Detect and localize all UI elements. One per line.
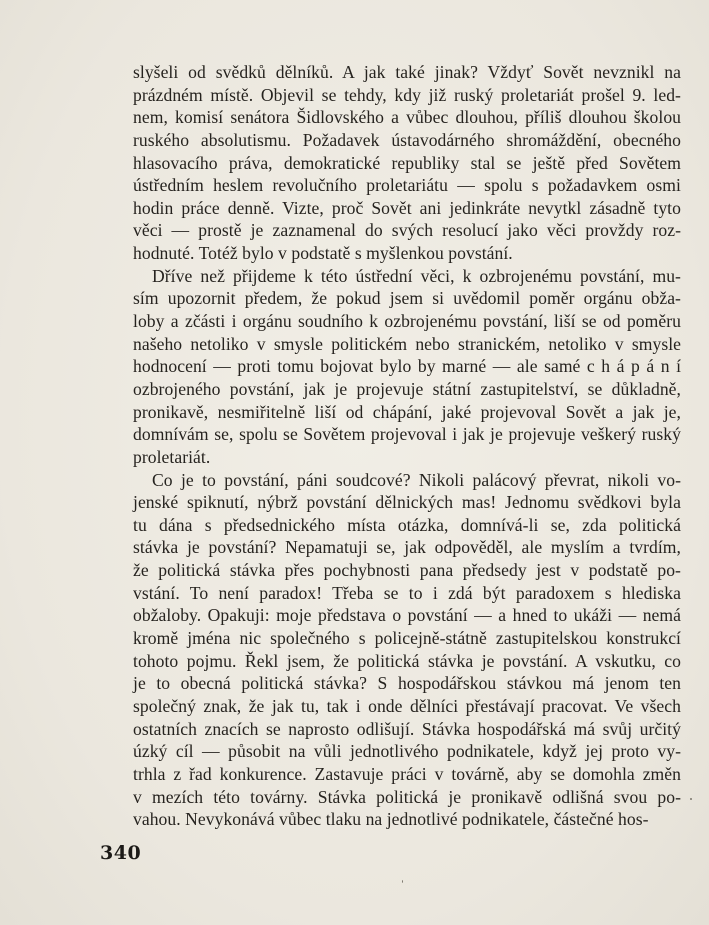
text-line: obžaloby. Opakuji: moje představa o povstání — a hned to ukáži — nemá <box>133 605 681 626</box>
text-line: jenské spiknutí, nýbrž povstání dělnických mas! Jednomu svědkovi byla <box>133 492 681 513</box>
text-line: proletariát. <box>133 446 211 467</box>
paper-speck <box>690 798 692 800</box>
text-line: vstání. To není paradox! Třeba se to i zdá být paradoxem s hlediska <box>133 582 681 603</box>
text-line: hodin práce denně. Vizte, proč Sovět ani jedinkráte nevytkl zásadně tyto <box>133 197 681 218</box>
text-line: že politická stávka přes pochybnosti pana předsedy jest v podstatě po- <box>133 560 681 581</box>
text-line: stávka je povstání? Nepamatuji se, jak odpověděl, ale myslím a tvrdím, <box>133 537 681 558</box>
text-line: domnívám se, spolu se Sovětem projevoval i jak je projevuje veškerý ruský <box>133 424 681 445</box>
text-line: hodnocení — proti tomu bojovat bylo by marné — ale samé c h á p á n í <box>133 356 682 377</box>
text-line: tu dána s předsednického místa otázka, domnívá-li se, zda politická <box>133 514 681 535</box>
paper-speck <box>402 880 403 883</box>
text-line: našeho netoliko v smysle politickém nebo stranickém, netoliko v smysle <box>133 333 682 354</box>
text-line: hodnuté. Totéž bylo v podstatě s myšlenkou povstání. <box>133 243 513 264</box>
text-line: věci — prostě je zaznamenal do svých resolucí jako věci provždy roz- <box>133 220 682 241</box>
body-text <box>133 61 681 831</box>
text-line: v mezích této továrny. Stávka politická je pronikavě odlišná svou po- <box>133 786 682 807</box>
text-line: ostatních znacích se naprosto odlišují. Stávka hospodářská má svůj určitý <box>133 718 681 739</box>
paragraph-start-line: Dříve než přijdeme k této ústřední věci, k ozbrojenému povstání, mu- <box>152 265 681 286</box>
text-line: nem, komisí senátora Šidlovského a vůbec dlouhou, příliš dlouhou školou <box>133 107 682 128</box>
text-line: ústředním heslem revolučního proletariátu — spolu s požadavkem osmi <box>133 175 681 196</box>
text-line: je to obecná politická stávka? S hospodářskou stávkou má jenom ten <box>133 673 682 694</box>
text-line: tohoto pojmu. Řekl jsem, že politická stávka je povstání. A vskutku, co <box>133 650 681 671</box>
text-line: kromě jména nic společného s policejně-státně zastupitelskou konstrukcí <box>133 628 681 649</box>
page-number: 340 <box>100 842 142 864</box>
text-line: ruského absolutismu. Požadavek ústavodárného shromáždění, obecného <box>133 129 681 150</box>
text-line: slyšeli od svědků dělníků. A jak také jinak? Vždyť Sovět nevznikl na <box>133 62 681 82</box>
paragraph-start-line: Co je to povstání, páni soudcové? Nikoli palácový převrat, nikoli vo- <box>152 469 682 490</box>
text-line: úzký cíl — působit na vůli jednotlivého podnikatele, když jej proto vy- <box>133 741 682 762</box>
text-line: hlasovacího práva, demokratické republiky stal se ještě před Sovětem <box>133 152 681 173</box>
text-line: trhla z řad konkurence. Zastavuje práci v továrně, aby se domohla změn <box>133 763 681 784</box>
text-line: loby a zčásti i orgánu soudního k ozbrojenému povstání, liší se od poměru <box>133 311 681 332</box>
text-line: prázdném místě. Objevil se tehdy, kdy již ruský proletariát prošel 9. led- <box>133 84 681 105</box>
text-line: ozbrojeného povstání, jak je projevuje státní zastupitelství, se důkladně, <box>133 378 681 399</box>
text-line: pronikavě, nesmiřitelně liší od chápání, jaké projevoval Sovět a jak je, <box>133 401 681 422</box>
text-line: společný znak, že jak tu, tak i onde dělníci přestávají pracovat. Ve všech <box>133 695 681 716</box>
text-line: sím upozornit předem, že pokud jsem si uvědomil poměr orgánu obža- <box>133 288 681 309</box>
text-line: vahou. Nevykonává vůbec tlaku na jednotlivé podnikatele, částečné hos- <box>133 809 649 830</box>
